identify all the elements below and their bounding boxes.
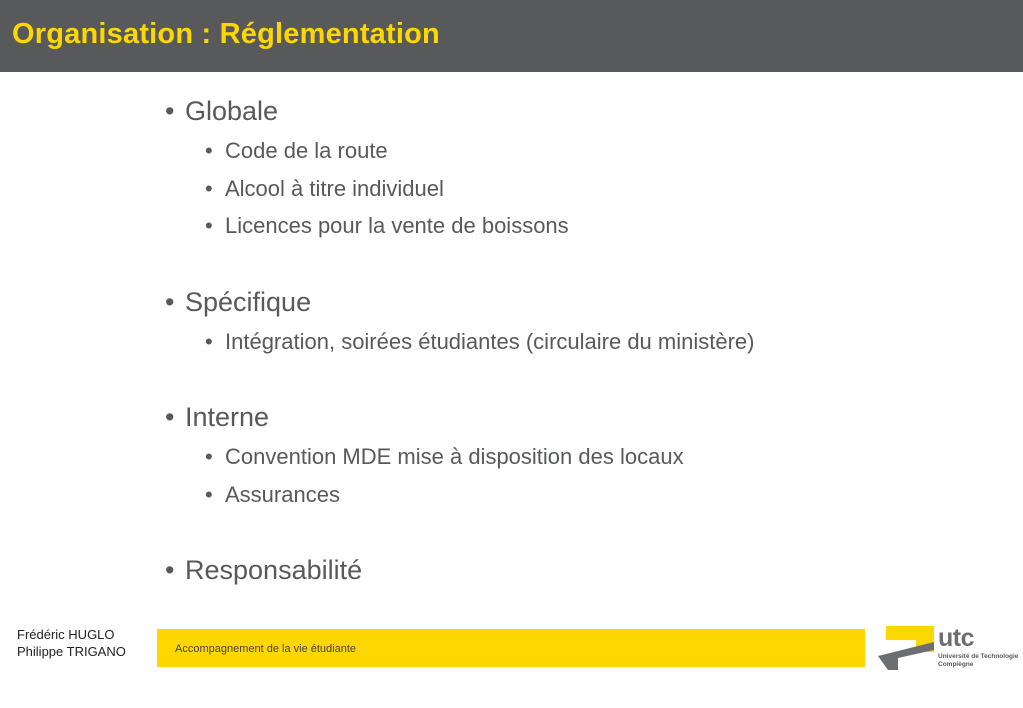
section-label: Spécifique <box>185 286 312 317</box>
bullet-icon: • <box>165 286 175 317</box>
section-globale <box>165 94 965 245</box>
footer-text: Accompagnement de la vie étudiante <box>175 643 357 655</box>
bullet-icon: • <box>205 444 213 469</box>
sub-bullet-list <box>165 323 965 361</box>
sub-bullet <box>165 207 965 245</box>
bullet-icon: • <box>205 481 213 507</box>
bullet-icon: • <box>165 96 175 126</box>
section-responsabilite <box>165 553 965 587</box>
sub-bullet <box>165 132 965 170</box>
sub-bullet-list <box>165 438 965 513</box>
sub-bullet-list <box>165 132 965 245</box>
bullet-icon: • <box>165 402 175 432</box>
bullet-icon: • <box>205 175 213 201</box>
author-name: Philippe TRIGANO <box>17 644 126 659</box>
sub-bullet-text: Licences pour la vente de boissons <box>225 213 569 238</box>
logo-mark-icon <box>876 622 938 674</box>
sub-bullet-text: Assurances <box>225 481 340 507</box>
logo-word: utc <box>938 624 974 652</box>
bullet-icon: • <box>165 555 175 585</box>
section-interne <box>165 400 965 513</box>
utc-logo <box>876 622 1019 674</box>
logo-line: Compiègne <box>938 661 974 668</box>
section-label: Globale <box>185 96 279 126</box>
sub-bullet <box>165 476 965 514</box>
bullet-icon: • <box>205 213 213 238</box>
author-name: Frédéric HUGLO <box>17 627 115 642</box>
sub-bullet <box>165 438 965 476</box>
section-label: Interne <box>185 402 270 432</box>
sub-bullet-text: Convention MDE mise à disposition des locaux <box>225 444 684 469</box>
sub-bullet <box>165 323 965 361</box>
bullet-level1 <box>165 285 965 319</box>
section-specifique <box>165 285 965 361</box>
sub-bullet-text: Code de la route <box>225 138 388 163</box>
slide-title: Organisation : Réglementation <box>12 18 440 50</box>
bullet-level1 <box>165 94 965 128</box>
section-label: Responsabilité <box>185 555 363 585</box>
bullet-level1 <box>165 400 965 434</box>
logo-line: Université de Technologie <box>938 653 1019 660</box>
bullet-content <box>165 94 965 587</box>
bullet-icon: • <box>205 138 213 163</box>
bullet-icon: • <box>205 328 213 354</box>
sub-bullet-text: Intégration, soirées étudiantes (circulaire du ministère) <box>225 328 755 354</box>
sub-bullet-text: Alcool à titre individuel <box>225 175 444 201</box>
logo-subtitle <box>938 653 1018 669</box>
bullet-level1 <box>165 553 965 587</box>
footer-bar <box>157 629 865 667</box>
sub-bullet <box>165 170 965 208</box>
footer-authors <box>17 626 126 660</box>
header-bar <box>0 0 1023 72</box>
